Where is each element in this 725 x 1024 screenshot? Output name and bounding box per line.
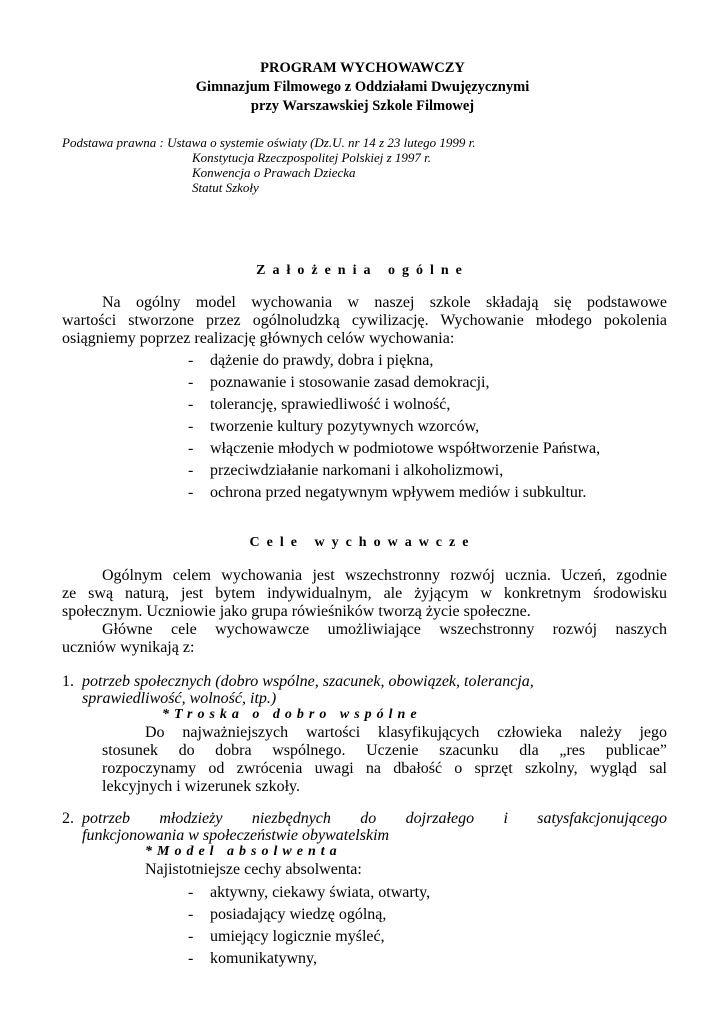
- point-title-line: potrzeb społecznych (dobro wspólne, szacunek, obowiązek, tolerancja,: [82, 673, 534, 690]
- point-number: 1.: [62, 673, 74, 690]
- doc-title: PROGRAM WYCHOWAWCZY: [260, 60, 465, 76]
- paragraph-line: ze swą naturą, jest bytem indywidualnym, ale żyjącym w konkretnym środowisku: [62, 585, 667, 602]
- subheading-common-good: *Troska o dobro wspólne: [162, 707, 422, 722]
- paragraph-line: lekcyjnych i wizerunek szkoły.: [102, 778, 301, 795]
- paragraph-line: społecznym. Uczniowie jako grupa rówieśników tworzą życie społeczne.: [62, 603, 531, 620]
- school-affiliation: przy Warszawskiej Szkole Filmowej: [250, 98, 475, 114]
- list-item: - tolerancję, sprawiedliwość i wolność,: [188, 396, 451, 413]
- legal-basis-line: Podstawa prawna : Ustawa o systemie oświaty (Dz.U. nr 14 z 23 lutego 1999 r.: [62, 135, 476, 150]
- section-heading-general: Założenia ogólne: [256, 263, 469, 278]
- point-title-line: potrzeb młodzieży niezbędnych do dojrzałego i satysfakcjonującego: [82, 810, 667, 827]
- legal-basis-line: Statut Szkoły: [192, 180, 259, 195]
- list-item: - umiejący logicznie myśleć,: [188, 928, 385, 945]
- paragraph-line: osiągniemy poprzez realizację głównych celów wychowania:: [62, 330, 455, 347]
- legal-basis-line: Konwencja o Prawach Dziecka: [192, 165, 356, 180]
- list-item: - tworzenie kultury pozytywnych wzorców,: [188, 418, 480, 435]
- list-item: - poznawanie i stosowanie zasad demokracji,: [188, 374, 490, 391]
- paragraph-line: rozpoczynamy od zwrócenia uwagi na dbałość o sprzęt szkolny, wygląd sal: [102, 760, 667, 777]
- list-item: - dążenie do prawdy, dobra i piękna,: [188, 352, 434, 369]
- list-item: - posiadający wiedzę ogólną,: [188, 906, 387, 923]
- list-item: - przeciwdziałanie narkomani i alkoholizmowi,: [188, 462, 504, 479]
- paragraph-line: Najistotniejsze cechy absolwenta:: [145, 861, 362, 878]
- section-heading-goals: Cele wychowawcze: [249, 535, 476, 550]
- paragraph-line: Ogólnym celem wychowania jest wszechstronny rozwój ucznia. Uczeń, zgodnie: [102, 567, 667, 584]
- paragraph-line: Główne cele wychowawcze umożliwiające wszechstronny rozwój naszych: [102, 621, 667, 638]
- list-item: - ochrona przed negatywnym wpływem mediów i subkultur.: [188, 484, 587, 501]
- legal-basis-line: Konstytucja Rzeczpospolitej Polskiej z 1997 r.: [192, 150, 432, 165]
- paragraph-line: Do najważniejszych wartości klasyfikujących człowieka należy jego: [145, 724, 667, 741]
- paragraph-line: wartości stworzone przez ogólnoludzką cywilizację. Wychowanie młodego pokolenia: [62, 312, 667, 329]
- subheading-graduate-model: *Model absolwenta: [145, 844, 342, 859]
- point-title-line: sprawiedliwość, wolność, itp.): [82, 690, 277, 707]
- point-title-line: funkcjonowania w społeczeństwie obywatelskim: [82, 827, 390, 844]
- paragraph-line: uczniów wynikają z:: [62, 639, 195, 656]
- school-name: Gimnazjum Filmowego z Oddziałami Dwujęzycznymi: [195, 79, 530, 95]
- list-item: - komunikatywny,: [188, 950, 317, 967]
- list-item: - włączenie młodych w podmiotowe współtworzenie Państwa,: [188, 440, 601, 457]
- paragraph-line: Na ogólny model wychowania w naszej szkole składają się podstawowe: [102, 294, 667, 311]
- paragraph-line: stosunek do dobra wspólnego. Uczenie szacunku dla „res publicae”: [102, 742, 667, 759]
- point-number: 2.: [62, 810, 74, 827]
- list-item: - aktywny, ciekawy świata, otwarty,: [188, 884, 431, 901]
